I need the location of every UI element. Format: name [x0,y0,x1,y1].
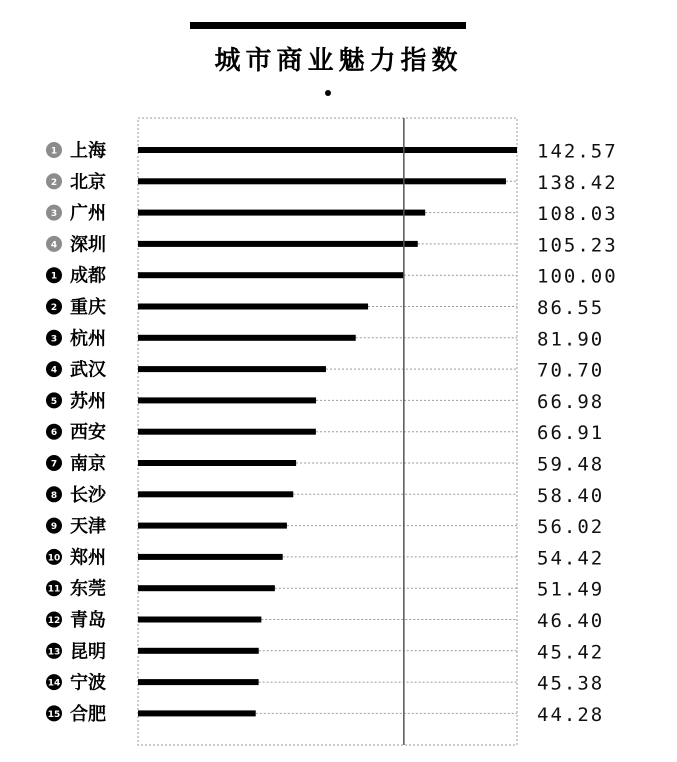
bar-昆明 [138,648,259,654]
value-label: 108.03 [537,203,618,226]
city-label: 深圳 [70,234,106,256]
city-label: 天津 [70,516,106,538]
value-label: 86.55 [537,297,605,319]
bar-郑州 [138,554,283,560]
bar-长沙 [138,491,293,497]
rank-number: 8 [50,490,58,501]
rank-number: 10 [47,553,61,564]
chart-title: 城市商业魅力指数 [214,46,463,76]
city-label: 青岛 [70,610,106,631]
city-label: 广州 [70,203,106,225]
bar-武汉 [138,366,326,372]
rank-number: 6 [50,428,58,439]
city-label: 成都 [70,265,106,287]
value-label: 46.40 [537,610,605,632]
bar-天津 [138,523,287,529]
bar-重庆 [138,304,368,310]
value-label: 142.57 [537,140,618,163]
rank-number: 1 [50,271,58,282]
value-label: 54.42 [537,547,605,570]
bar-宁波 [138,679,259,685]
rank-number: 4 [50,240,58,251]
city-label: 宁波 [70,672,106,694]
bar-深圳 [138,241,418,247]
city-label: 南京 [70,453,106,475]
rank-number: 3 [50,334,58,345]
value-label: 70.70 [537,359,605,382]
bar-广州 [138,210,425,216]
city-label: 长沙 [70,484,106,506]
bar-上海 [138,147,517,153]
value-label: 45.42 [537,641,605,664]
rank-number: 11 [47,584,61,595]
city-label: 苏州 [70,390,106,412]
city-label: 郑州 [70,547,106,569]
bar-青岛 [138,617,261,623]
bar-北京 [138,178,506,184]
value-label: 100.00 [537,265,618,288]
city-label: 西安 [70,422,106,444]
city-label: 合肥 [70,703,106,725]
bar-南京 [138,460,296,466]
bar-苏州 [138,397,316,403]
bar-合肥 [138,710,256,716]
city-label: 武汉 [70,359,106,381]
value-label: 81.90 [537,328,605,351]
city-label: 重庆 [70,297,106,318]
value-label: 66.98 [537,390,605,413]
rank-number: 1 [50,146,58,157]
city-label: 昆明 [70,641,106,663]
city-label: 上海 [70,140,106,162]
rank-number: 2 [50,177,58,188]
city-label: 北京 [70,171,106,193]
city-label: 东莞 [70,578,106,600]
city-label: 杭州 [70,328,106,350]
value-label: 56.02 [537,516,605,539]
value-label: 105.23 [537,234,618,257]
rank-number: 13 [47,647,61,658]
value-label: 44.28 [537,703,605,726]
value-label: 51.49 [537,578,605,601]
rank-number: 5 [50,396,58,407]
value-label: 45.38 [537,672,605,695]
bar-西安 [138,429,316,435]
value-label: 66.91 [537,422,605,445]
value-label: 59.48 [537,453,605,476]
rank-number: 2 [50,303,58,313]
rank-number: 3 [50,209,58,220]
rank-number: 7 [50,459,58,470]
value-label: 58.40 [537,484,605,507]
rank-number: 4 [50,365,58,376]
value-label: 138.42 [537,171,618,194]
bar-东莞 [138,585,275,591]
bar-成都 [138,272,404,278]
rank-number: 9 [50,522,58,533]
rank-number: 12 [47,616,61,626]
rank-number: 15 [47,709,61,720]
bar-杭州 [138,335,356,341]
rank-number: 14 [47,678,61,689]
